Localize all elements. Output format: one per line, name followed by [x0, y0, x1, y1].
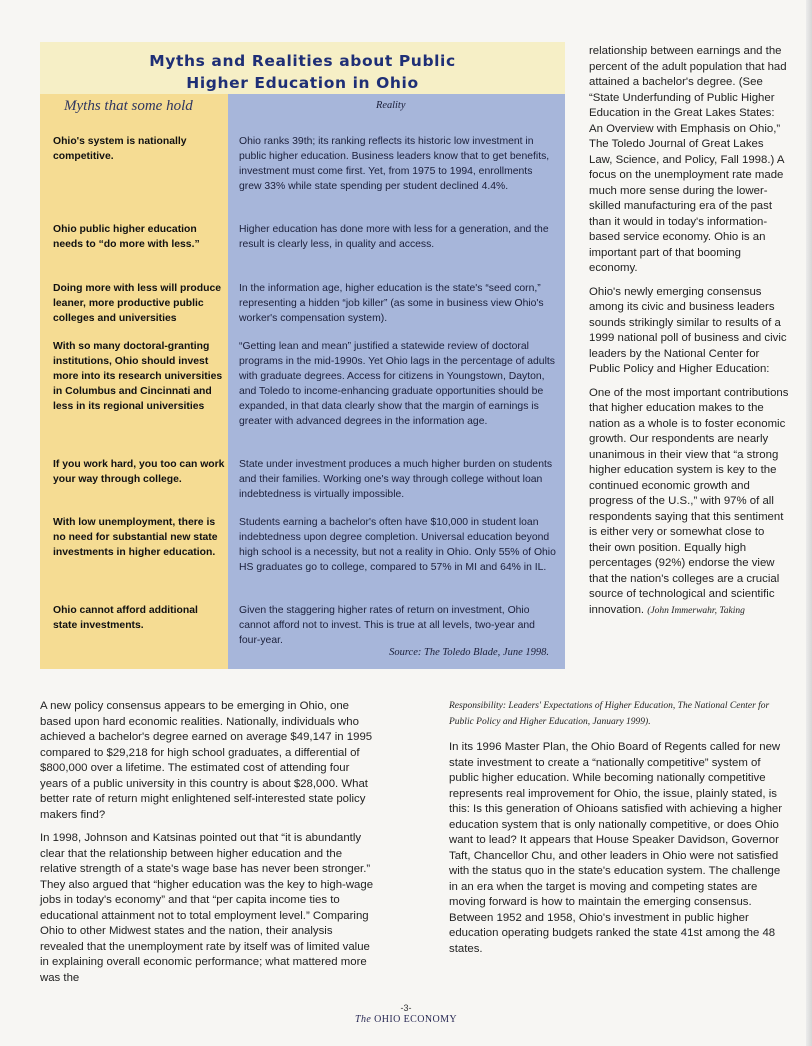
myth-6: With low unemployment, there is no need for substantial new state investments in higher education. [53, 517, 218, 558]
reality-4: “Getting lean and mean” justified a statewide review of doctoral programs in the mid-1990s. Yet Ohio lags in the percentage of adults with graduate degrees. Access for citizens in Youngstown, Dayton, and Toledo to income-enhancing graduate opportunities should be expanded, in that data clearly show that the margin of earnings is greater with advanced degrees in the information age. [239, 341, 555, 427]
page-number: -3- [400, 1003, 412, 1013]
table-source: Source: The Toledo Blade, June 1998. [389, 647, 549, 658]
reality-column-header: Reality [376, 100, 406, 111]
master-plan-paragraph: In its 1996 Master Plan, the Ohio Board of Regents called for new state investment to create a “nationally competitive” system of public higher education. While becoming nationally competitive represents real improvement for Ohio, the issue, plainly stated, is this: Is this generation of Ohioans satisfied with achieving a higher education system that is only nationally competitive, or does Ohio want to lead? It appears that House Speaker Davidson, Governor Taft, Chancellor Chu, and other leaders in Ohio were not satisfied with the status quo in the state's education system. The challenge in an era when the target is moving and competing states are moving forward is how to maintain the emerging consensus. Between 1952 and 1958, Ohio's investment in public higher education operating budgets ranked the state 41st among the 48 states. [449, 741, 783, 955]
myths-column-header: Myths that some hold [64, 98, 193, 114]
reality-6: Students earning a bachelor's often have $10,000 in student loan indebtedness upon degree completion. Universal education beyond high school is a necessity, but not a reality in Ohio. Only 55% of Ohio HS graduates go to college, compared to 57% in MI and 64% in IL. [239, 517, 556, 573]
bottom-right-text-column [449, 740, 789, 965]
citation-start: (John Immerwahr, Taking [647, 605, 745, 616]
quote-text: One of the most important contributions that higher education makes to the nation as a whole is to foster economic growth. Our respondents are nearly unanimous in their view that “a strong higher education system is key to the continued economic growth and progress of the U.S.,” with 97% of all respondents saying that this sentiment is either very or somewhat close to their own position. Equally high percentages (92%) endorse the view that the nation's colleges are a crucial source of technological and scientific innovation. [589, 386, 789, 616]
left-text-column [40, 699, 375, 994]
myth-3: Doing more with less will produce leaner, more productive public colleges and universities [53, 283, 222, 324]
left-paragraph-1: A new policy consensus appears to be emerging in Ohio, one based upon hard economic realities. Nationally, individuals who achieved a bachelor's degree earned on average $49,147 in 1995 compared to $29,218 for high school graduates, a differential of $800,000 over a lifetime. The estimated cost of attending four years of a public university in this country is about $28,000. What better rate of return might enlightened self-interested state policy makers find? [40, 700, 373, 821]
myths-realities-table [40, 42, 565, 669]
left-paragraph-2: In 1998, Johnson and Katsinas pointed out that “it is abundantly clear that the relationship between higher education and the relative strength of a state's wage base has never been stronger.” They also argued that “higher education was the key to high-wage jobs in today's economy” and that “per capita income ties to educational attainment not to total employment level.” Comparing Ohio to other Midwest states and the nation, their analysis revealed that the unemployment rate by itself was of limited value in explaining overall economic performance; what mattered more was the [40, 832, 374, 984]
myth-7: Ohio cannot afford additional state investments. [53, 605, 198, 631]
table-title [40, 50, 565, 94]
reality-5: State under investment produces a much higher burden on students and their families. Working one's way through college without loan indebtedness is virtually impossible. [239, 459, 553, 500]
reality-1: Ohio ranks 39th; its ranking reflects its historic low investment in public higher education. Business leaders know that to get benefits, investment must come first. Yet, from 1975 to 1994, enrollments grew 33% while state spending per student declined 4.4%. [239, 136, 550, 192]
table-title-line-2: Higher Education in Ohio [186, 74, 419, 92]
reality-3: In the information age, higher education is the state's “seed corn,” representing a hidden “job killer” (as some in business view Ohio's worker's compensation system). [239, 283, 544, 324]
footer-publication-name: OHIO ECONOMY [374, 1014, 457, 1025]
publication-footer [0, 1014, 812, 1025]
citation-continuation: Responsibility: Leaders' Expectations of Higher Education, The National Center for Public Policy and Higher Education, January 1999). [449, 701, 770, 727]
right-quote-paragraph [589, 386, 789, 620]
myth-1: Ohio's system is nationally competitive. [53, 136, 187, 162]
right-paragraph-1: relationship between earnings and the percent of the adult population that had attained a bachelor's degree. (See “State Underfunding of Public Higher Education in the Great Lakes States: An Overview with Emphasis on Ohio,” The Toledo Journal of Great Lakes Law, Science, and Policy, Fall 1998.) A focus on the unemployment rate made much more sense during the lower-skilled manufacturing era of the past than it would in today's information-based service economy. Ohio is an important part of that booming economy. [589, 45, 787, 274]
right-paragraph-2: Ohio's newly emerging consensus among its civic and business leaders sounds strikingly similar to results of a 1999 national poll of business and civic leaders by the National Center for Public Policy and Higher Education: [589, 285, 787, 375]
reality-2: Higher education has done more with less for a generation, and the result is clearly less, in quality and access. [239, 224, 549, 250]
myth-2: Ohio public higher education needs to “do more with less.” [53, 224, 200, 250]
table-title-line-1: Myths and Realities about Public [149, 52, 456, 70]
myth-5: If you work hard, you too can work your way through college. [53, 459, 225, 485]
page-edge-shadow [806, 0, 812, 1046]
footer-the: The [355, 1014, 372, 1025]
right-text-column [589, 44, 789, 627]
myth-4: With so many doctoral-granting institutions, Ohio should invest more into its research universities in Columbus and Cincinnati and less in its regional universities [53, 341, 223, 412]
reality-7: Given the staggering higher rates of return on investment, Ohio cannot afford not to invest. This is true at all levels, two-year and four-year. [239, 605, 535, 646]
